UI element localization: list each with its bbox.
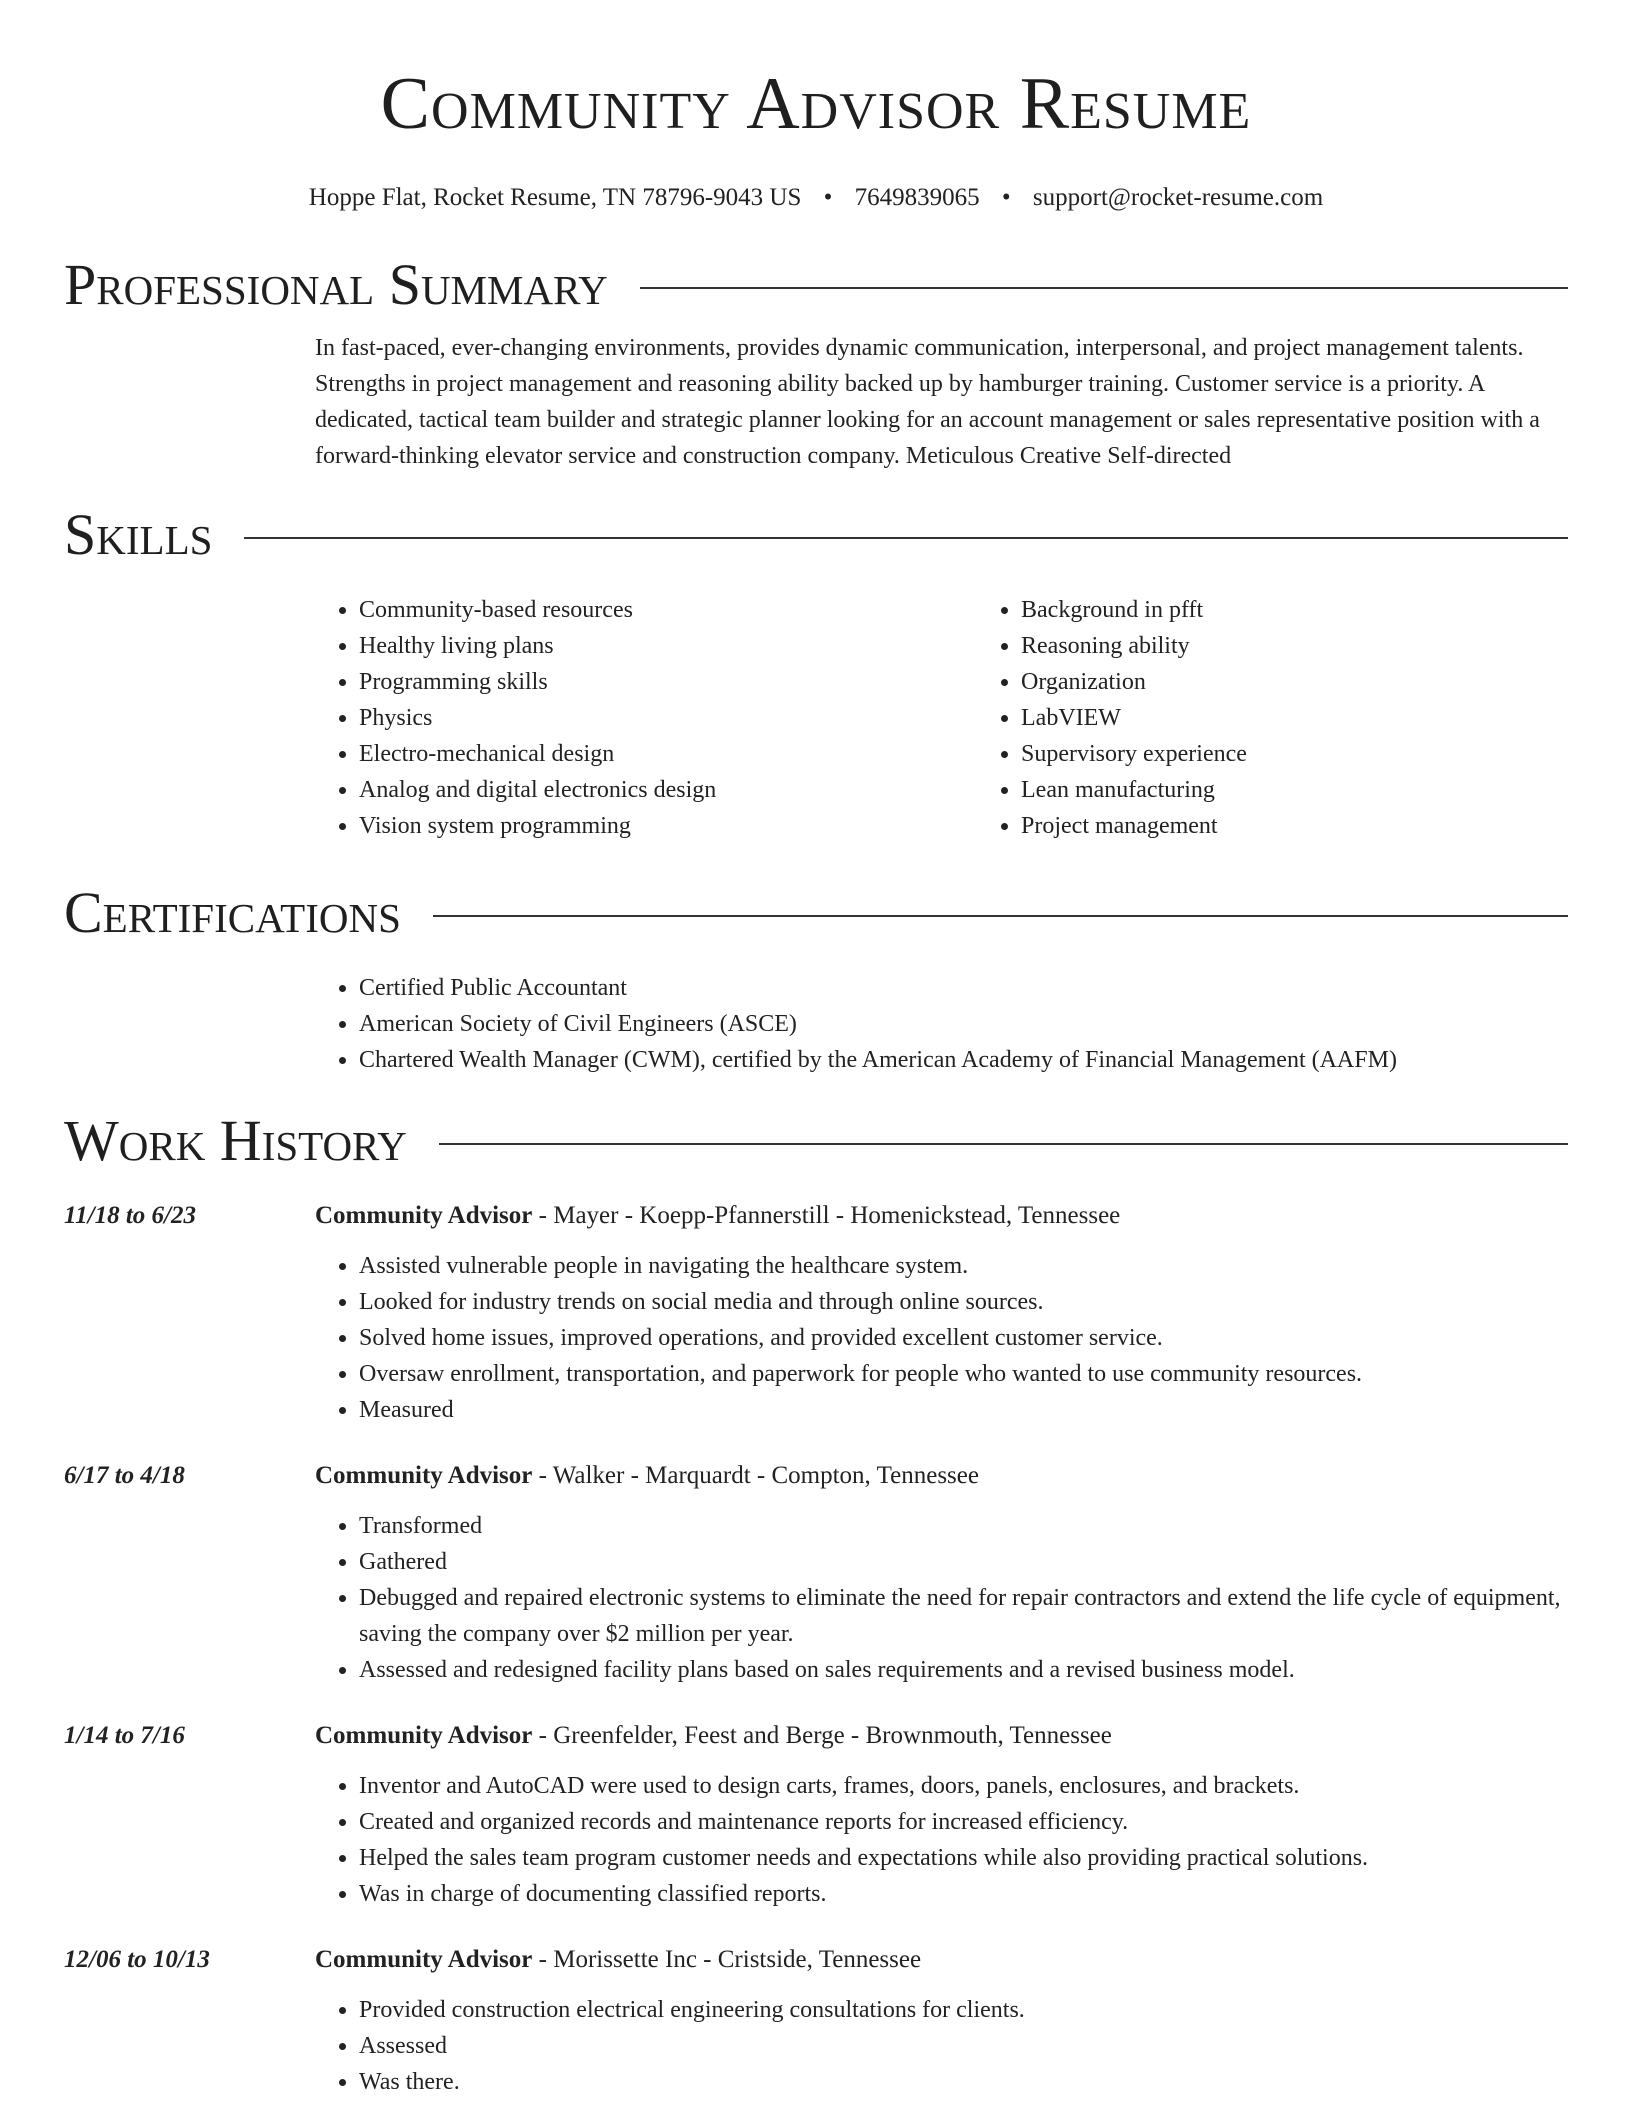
skill-item: • Electro-mechanical design — [359, 736, 977, 772]
section-divider — [433, 915, 1568, 917]
job-dates: 6/17 to 4/18 — [64, 1462, 185, 1489]
skill-item: • Reasoning ability — [1021, 628, 1632, 664]
job-duty: • Provided construction electrical engineering consultations for clients. — [359, 1992, 1568, 2028]
contact-address: Hoppe Flat, Rocket Resume, TN 78796-9043 US — [308, 184, 802, 211]
job-employer-location: - Morissette Inc - Cristside, Tennessee — [532, 1946, 922, 1973]
skill-item: • LabVIEW — [1021, 700, 1632, 736]
job-employer-location: - Mayer - Koepp-Pfannerstill - Homenickstead, Tennessee — [532, 1202, 1121, 1229]
job-duty: • Solved home issues, improved operations, and provided excellent customer service. — [359, 1320, 1568, 1356]
skills-content — [315, 592, 1568, 844]
summary-text: In fast-paced, ever-changing environments, provides dynamic communication, interpersonal, and project management talents. Strengths in project management and reasoning ability backed up by hamburger training. Customer service is a priority. A dedicated, tactical team builder and strategic planner looking for an account management or sales representative position with a forward-thinking elevator service and construction company. Meticulous Creative Self-directed — [315, 335, 1540, 469]
job-duty: • Oversaw enrollment, transportation, and paperwork for people who wanted to use community resources. — [359, 1356, 1568, 1392]
job-title: Community Advisor — [315, 1722, 533, 1749]
skill-item: • Organization — [1021, 664, 1632, 700]
certifications-content — [315, 970, 1568, 1078]
skill-item: • Community-based resources — [359, 592, 977, 628]
job-duty: • Looked for industry trends on social media and through online sources. — [359, 1284, 1568, 1320]
document-title: Community Advisor Resume — [380, 63, 1252, 145]
job-body — [315, 1458, 1568, 1688]
skill-item: • Physics — [359, 700, 977, 736]
job-dates: 12/06 to 10/13 — [64, 1946, 210, 1973]
certification-item: • Chartered Wealth Manager (CWM), certified by the American Academy of Financial Management (AAFM) — [359, 1042, 1568, 1078]
job-title: Community Advisor — [315, 1462, 533, 1489]
job-role-line — [315, 1458, 1568, 1494]
certification-item: • American Society of Civil Engineers (ASCE) — [359, 1006, 1568, 1042]
section-divider — [439, 1143, 1568, 1145]
skill-item: • Lean manufacturing — [1021, 772, 1632, 808]
summary-section-header — [64, 250, 1568, 320]
certification-item: • Certified Public Accountant — [359, 970, 1568, 1006]
certifications-section-header — [64, 878, 1568, 948]
job-duty: • Helped the sales team program customer needs and expectations while also providing practical solutions. — [359, 1840, 1568, 1876]
job-duty: • Debugged and repaired electronic systems to eliminate the need for repair contractors and extend the life cycle of equipment, saving the company over $2 million per year. — [359, 1580, 1568, 1652]
contact-email: support@rocket-resume.com — [1032, 184, 1324, 211]
job-body — [315, 1942, 1568, 2100]
job-employer-location: - Walker - Marquardt - Compton, Tennessee — [532, 1462, 979, 1489]
section-divider — [244, 537, 1568, 539]
job-duty: • Gathered — [359, 1544, 1568, 1580]
skill-item: • Analog and digital electronics design — [359, 772, 977, 808]
job-duty: • Was there. — [359, 2064, 1568, 2100]
job-duties-list — [315, 1768, 1568, 1912]
summary-content — [315, 330, 1568, 474]
skill-item: • Programming skills — [359, 664, 977, 700]
work-history-section-header — [64, 1106, 1568, 1176]
job-entry — [64, 1718, 1568, 1912]
contact-separator: • — [823, 184, 833, 211]
job-duty: • Inventor and AutoCAD were used to design carts, frames, doors, panels, enclosures, and brackets. — [359, 1768, 1568, 1804]
job-body — [315, 1718, 1568, 1912]
skills-list-left — [315, 592, 977, 844]
job-duty: • Measured — [359, 1392, 1568, 1428]
job-body — [315, 1198, 1568, 1428]
skill-item: • Healthy living plans — [359, 628, 977, 664]
contact-separator: • — [1001, 184, 1011, 211]
summary-heading: Professional Summary — [64, 252, 608, 317]
skill-item: • Project management — [1021, 808, 1632, 844]
contact-phone: 7649839065 — [854, 184, 980, 211]
skills-grid — [315, 592, 1568, 844]
job-dates: 1/14 to 7/16 — [64, 1722, 185, 1749]
skill-item: • Vision system programming — [359, 808, 977, 844]
job-role-line — [315, 1718, 1568, 1754]
job-duties-list — [315, 1992, 1568, 2100]
skills-list-right — [977, 592, 1632, 844]
job-duty: • Assisted vulnerable people in navigating the healthcare system. — [359, 1248, 1568, 1284]
job-role-line — [315, 1942, 1568, 1978]
job-dates: 11/18 to 6/23 — [64, 1202, 196, 1229]
skills-heading: Skills — [64, 502, 213, 567]
job-duty: • Was in charge of documenting classified reports. — [359, 1876, 1568, 1912]
job-duty: • Assessed and redesigned facility plans based on sales requirements and a revised business model. — [359, 1652, 1568, 1688]
job-duty: • Assessed — [359, 2028, 1568, 2064]
contact-line — [0, 182, 1632, 214]
section-divider — [640, 287, 1568, 289]
job-employer-location: - Greenfelder, Feest and Berge - Brownmouth, Tennessee — [532, 1722, 1112, 1749]
skill-item: • Background in pfft — [1021, 592, 1632, 628]
job-entry — [64, 1458, 1568, 1688]
skills-section-header — [64, 500, 1568, 570]
job-title: Community Advisor — [315, 1946, 533, 1973]
job-duty: • Created and organized records and maintenance reports for increased efficiency. — [359, 1804, 1568, 1840]
job-title: Community Advisor — [315, 1202, 533, 1229]
work-history-heading: Work History — [64, 1108, 407, 1173]
certifications-list — [315, 970, 1568, 1078]
job-duties-list — [315, 1248, 1568, 1428]
job-entry — [64, 1198, 1568, 1428]
certifications-heading: Certifications — [64, 880, 401, 945]
skill-item: • Supervisory experience — [1021, 736, 1632, 772]
job-duty: • Transformed — [359, 1508, 1568, 1544]
job-role-line — [315, 1198, 1568, 1234]
job-duties-list — [315, 1508, 1568, 1688]
job-entry — [64, 1942, 1568, 2100]
